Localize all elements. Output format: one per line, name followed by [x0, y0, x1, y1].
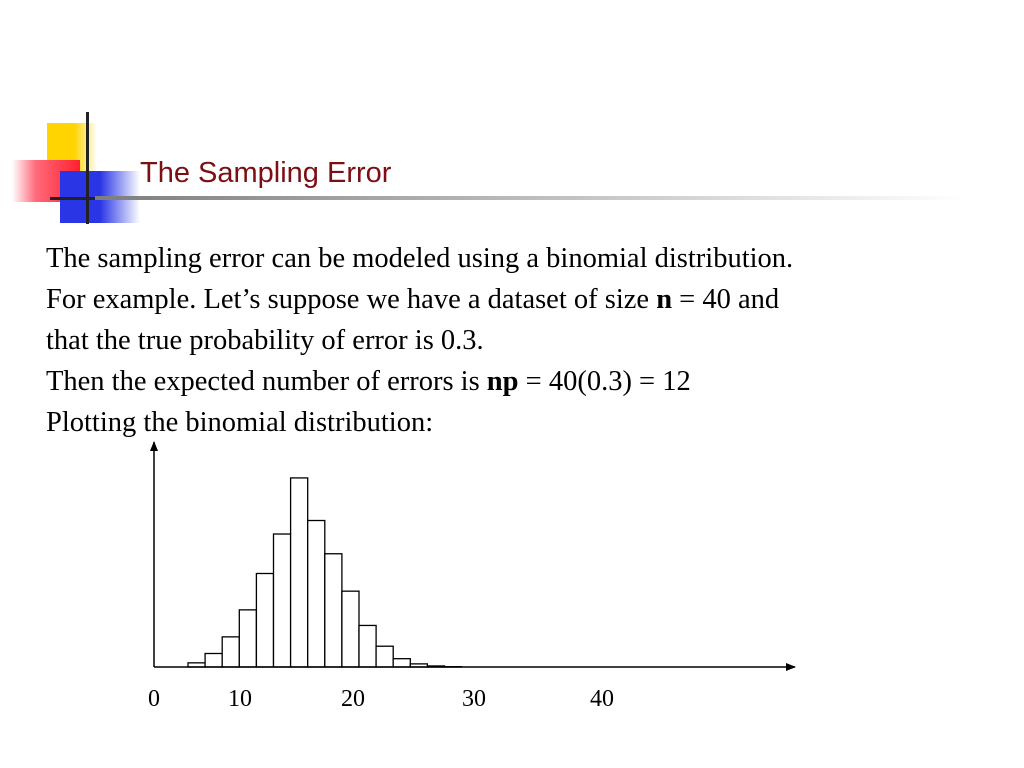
x-tick-label-30: 30: [462, 686, 486, 712]
x-tick-labels: [148, 686, 614, 712]
histogram-bar-15: [359, 625, 376, 667]
slide-title: The Sampling Error: [140, 157, 392, 189]
x-tick-label-0: 0: [148, 686, 160, 712]
histogram-bars: [188, 478, 462, 667]
body-line-1-text: The sampling error can be modeled using a binomial distribution.: [46, 243, 794, 274]
histogram-bar-14: [342, 591, 359, 667]
body-line-4-text: Then the expected number of errors is: [46, 366, 487, 397]
body-line-2-text: For example. Let’s suppose we have a dataset of size: [46, 284, 657, 315]
histogram-bar-13: [325, 554, 342, 667]
histogram-bar-8: [239, 610, 256, 667]
body-line-5-text: Plotting the binomial distribution:: [46, 407, 434, 438]
histogram-bar-11: [291, 478, 308, 667]
body-line-2-end: = 40 and: [672, 284, 780, 315]
variable-n: n: [656, 284, 673, 315]
histogram-bar-10: [274, 534, 291, 667]
body-line-3-text: that the true probability of error is 0.3.: [46, 325, 484, 356]
histogram-bar-12: [308, 521, 325, 667]
x-tick-label-10: 10: [228, 686, 252, 712]
histogram-bar-9: [256, 574, 273, 668]
histogram-bar-6: [205, 653, 222, 667]
body-line-4-end: = 40(0.3) = 12: [518, 366, 691, 397]
variable-np: np: [486, 366, 519, 397]
x-tick-label-40: 40: [590, 686, 614, 712]
x-tick-label-20: 20: [341, 686, 365, 712]
histogram-bar-7: [222, 637, 239, 667]
histogram-bar-16: [376, 646, 393, 667]
histogram-bar-17: [393, 659, 410, 667]
